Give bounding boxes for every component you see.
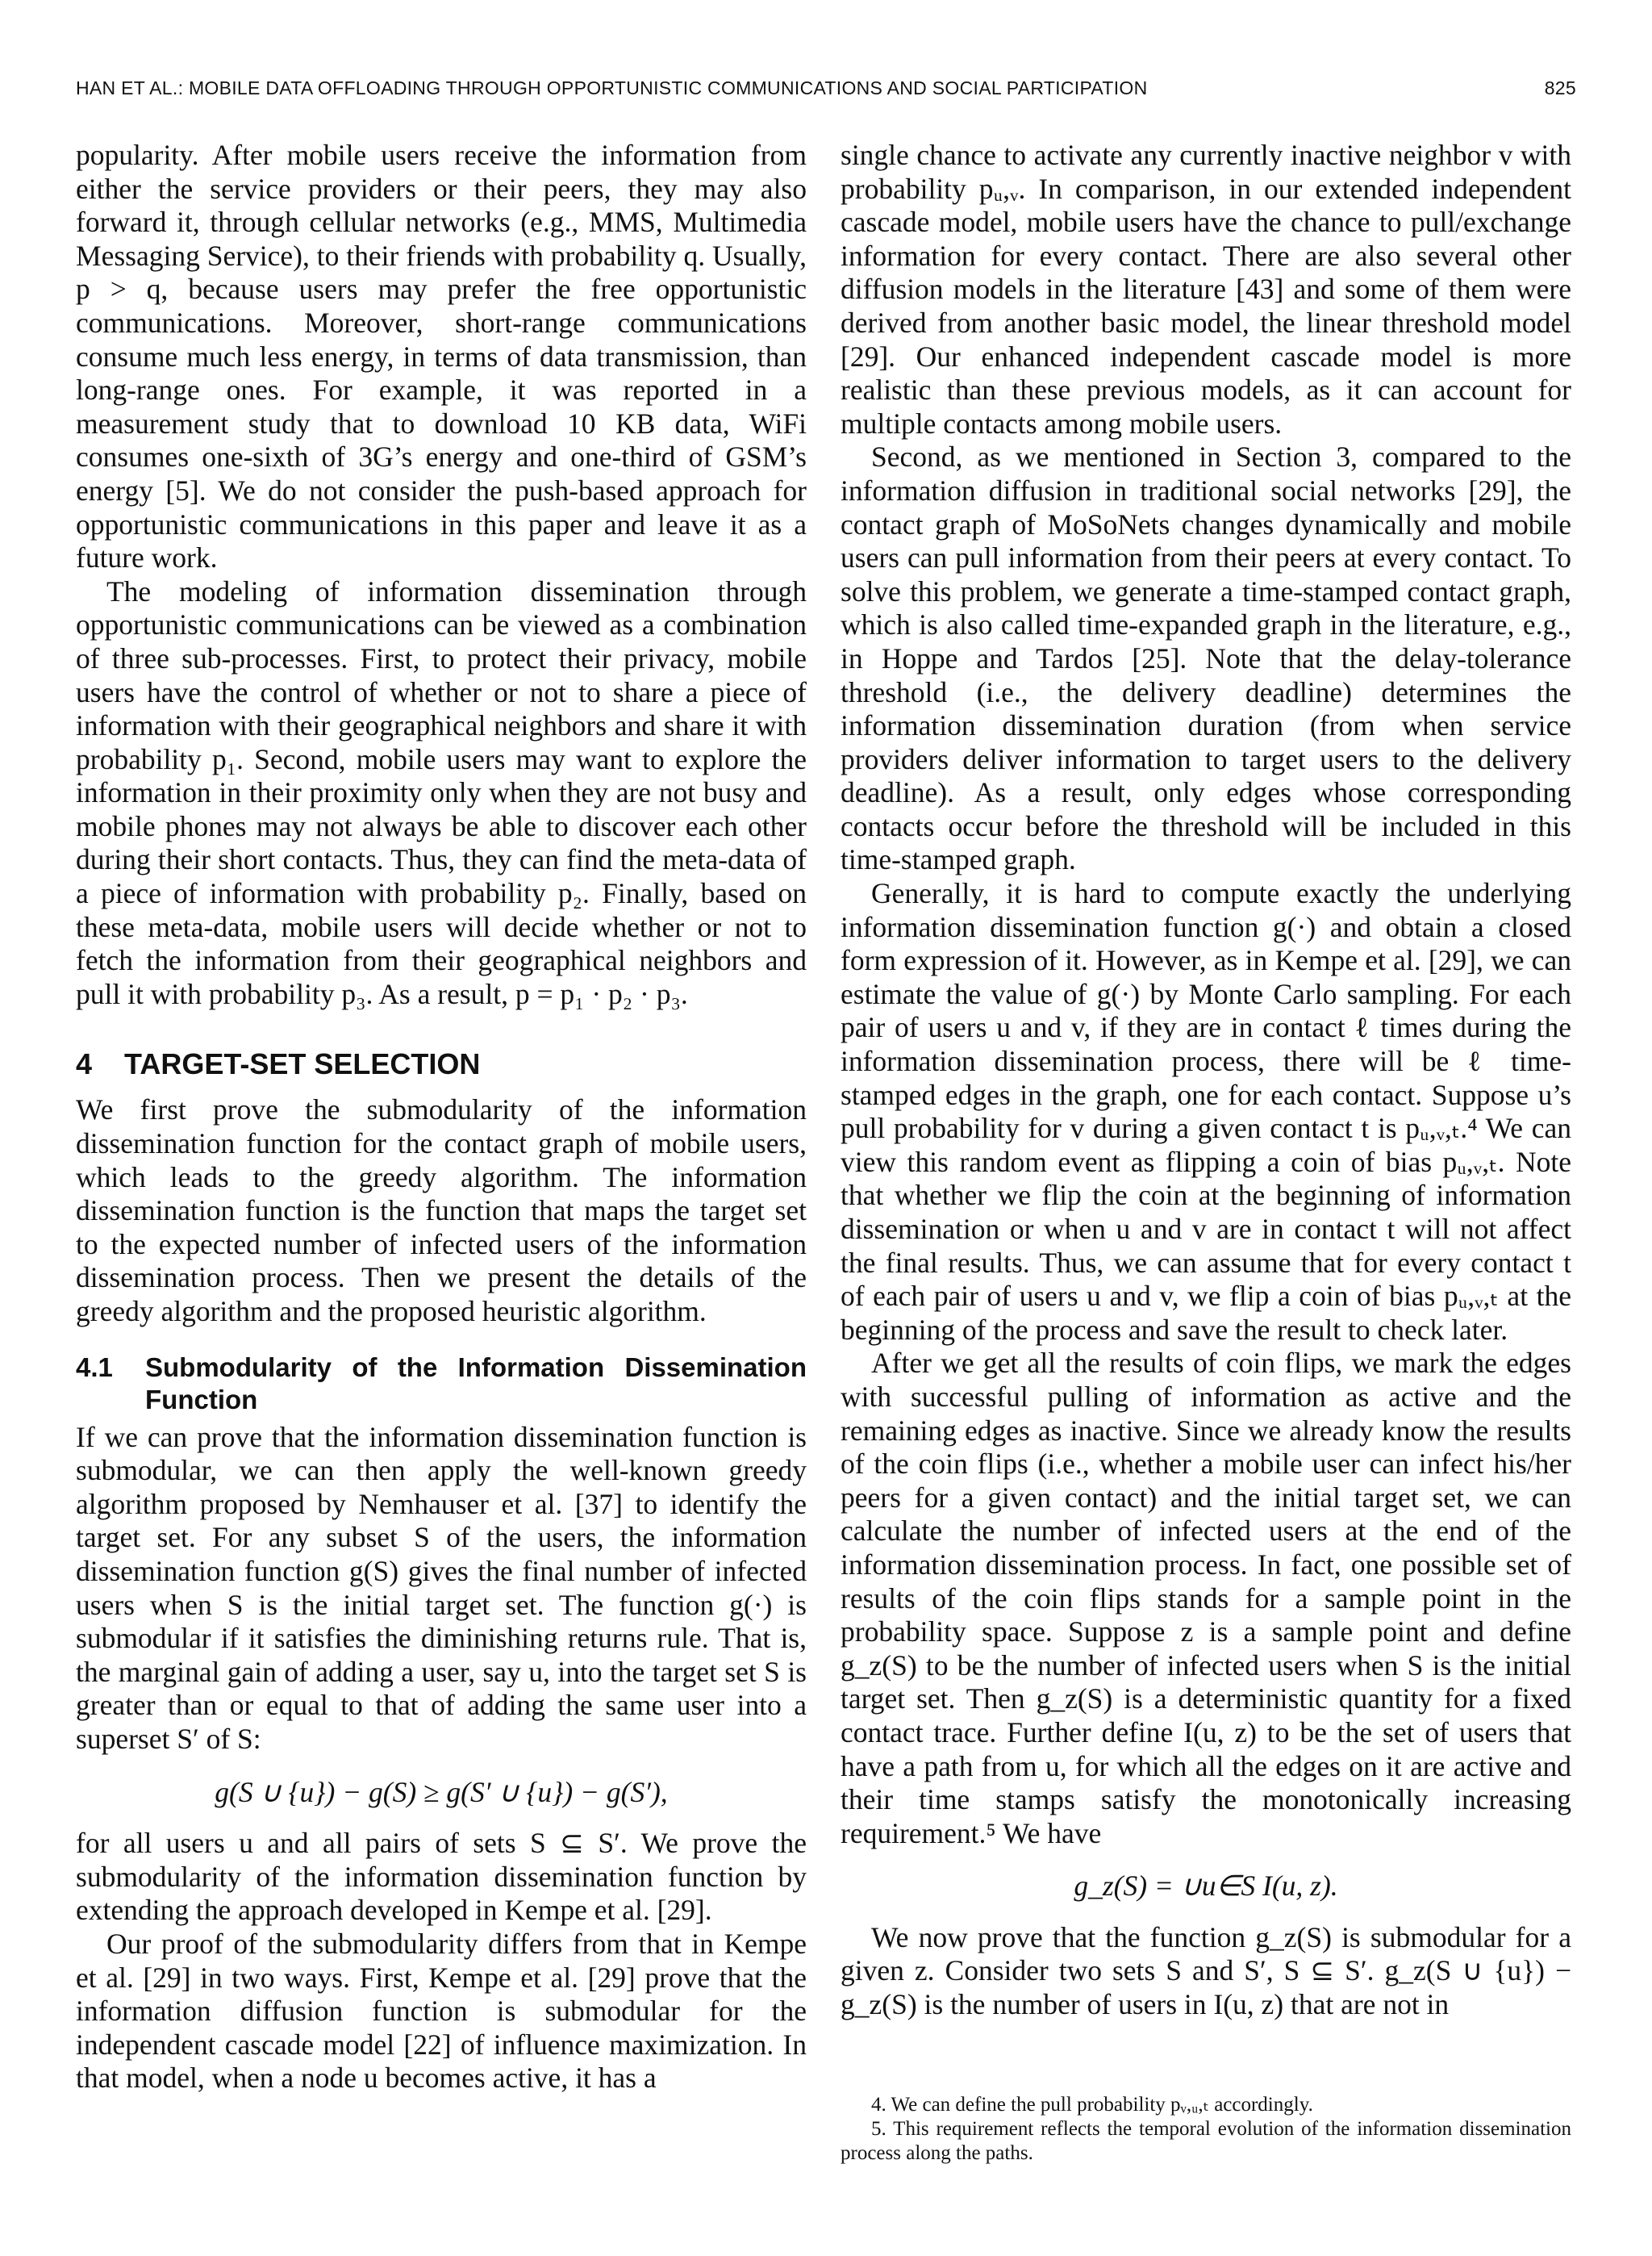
paragraph: Second, as we mentioned in Section 3, compared to the information diffusion in traditional social networks [29], the contact graph of MoSoNets changes dynamically and mobile users can pull information from their peers at every contact. To solve this problem, we generate a time-stamped contact graph, which is also called time-expanded graph in the literature, e.g., in Hoppe and Tardos [25]. Note that the delay-tolerance threshold (i.e., the delivery deadline) determines the information dissemination duration (from when service providers deliver information to target users to the delivery deadline). As a result, only edges whose corresponding contacts occur before the threshold will be included in this time-stamped graph. — [841, 441, 1571, 876]
paragraph: Generally, it is hard to compute exactly the underlying information dissemination function g(·) and obtain a closed form expression of it. However, as in Kempe et al. [29], we can estimate the value of g(·) by Monte Carlo sampling. For each pair of users u and v, if they are in contact ℓ times during the information dissemination process, there will be ℓ time-stamped edges in the graph, one for each contact. Suppose u’s pull probability for v during a given contact t is pᵤ,ᵥ,ₜ.⁴ We can view this random event as flipping a coin of bias pᵤ,ᵥ,ₜ. Note that whether we flip the coin at the beginning of information dissemination or when u and v are in contact t will not affect the final results. Thus, we can assume that for every contact t of each pair of users u and v, we flip a coin of bias pᵤ,ᵥ,ₜ at the beginning of the process and save the result to check later. — [841, 877, 1571, 1346]
paragraph: We now prove that the function g_z(S) is submodular for a given z. Consider two sets S and S′, S ⊆ S′. g_z(S ∪ {u}) − g_z(S) is the number of users in I(u, z) that are not in — [841, 1920, 1571, 2021]
paragraph: The modeling of information dissemination through opportunistic communications can be viewed as a combination of three sub-processes. First, to protect their privacy, mobile users have the control of whether or not to share a piece of information with their geographical neighbors and share it with probability p₁. Second, mobile users may want to explore the information in their proximity only when they are not busy and mobile phones may not always be able to discover each other during their short contacts. Thus, they can find the meta-data of a piece of information with probability p₂. Finally, based on these meta-data, mobile users will decide whether or not to fetch the information from their geographical neighbors and pull it with probability p₃. As a result, p = p₁ · p₂ · p₃. — [76, 574, 807, 1010]
subsection-title: Submodularity of the Information Dissemination Function — [145, 1352, 807, 1414]
equation: g_z(S) = ∪u∈S I(u, z). — [1074, 1870, 1338, 1903]
footnote: 4. We can define the pull probability pᵥ,ᵤ,ₜ accordingly. — [871, 2094, 1313, 2116]
running-header — [76, 77, 1576, 110]
subsection-heading — [76, 1352, 807, 1416]
section-title: TARGET-SET SELECTION — [124, 1047, 481, 1081]
right-column — [841, 139, 1571, 2022]
section-number: 4 — [76, 1047, 93, 1081]
paragraph: If we can prove that the information dissemination function is submodular, we can then apply the well-known greedy algorithm proposed by Nemhauser et al. [37] to identify the target set. For any subset S of the users, the information dissemination function g(S) gives the final number of infected users when S is the initial target set. The function g(·) is submodular if it satisfies the diminishing returns rule. That is, the marginal gain of adding a user, say u, into the target set S is greater than or equal to that of adding the same user into a superset S′ of S: — [76, 1420, 807, 1755]
footnote: 5. This requirement reflects the temporal evolution of the information dissemination process along the paths. — [841, 2118, 1571, 2164]
page-number: 825 — [1544, 77, 1576, 98]
section-heading — [76, 1047, 807, 1082]
footnotes — [841, 2093, 1571, 2166]
paragraph: We first prove the submodularity of the information dissemination function for the contact graph of mobile users, which leads to the greedy algorithm. The information dissemination function is the function that maps the target set to the expected number of infected users of the information dissemination process. Then we present the details of the greedy algorithm and the proposed heuristic algorithm. — [76, 1093, 807, 1327]
paragraph: After we get all the results of coin flips, we mark the edges with successful pulling of information as active and the remaining edges as inactive. Since we already know the results of the coin flips (i.e., whether a mobile user can infect his/her peers for a given contact) and the initial target set, we can calculate the number of infected users at the end of the information dissemination process. In fact, one possible set of results of the coin flips stands for a sample point in the probability space. Suppose z is a sample point and define g_z(S) to be the number of infected users when S is the initial target set. Then g_z(S) is a deterministic quantity for a fixed contact trace. Further define I(u, z) to be the set of users that have a path from u, for which all the edges on it are active and their time stamps satisfy the monotonically increasing requirement.⁵ We have — [841, 1347, 1571, 1849]
subsection-number: 4.1 — [76, 1352, 113, 1382]
running-head-title: HAN ET AL.: MOBILE DATA OFFLOADING THROUGH OPPORTUNISTIC COMMUNICATIONS AND SOCIAL PARTICIPATION — [76, 77, 1148, 98]
equation: g(S ∪ {u}) − g(S) ≥ g(S′ ∪ {u}) − g(S′), — [215, 1775, 668, 1808]
left-column — [76, 139, 807, 2095]
paragraph: Our proof of the submodularity differs from that in Kempe et al. [29] in two ways. First, Kempe et al. [29] prove that the information diffusion function is submodular for the independent cascade model [22] of influence maximization. In that model, when a node u becomes active, it has a — [76, 1927, 807, 2095]
paragraph: popularity. After mobile users receive the information from either the service providers or their peers, they may also forward it, through cellular networks (e.g., MMS, Multimedia Messaging Service), to their friends with probability q. Usually, p > q, because users may prefer the free opportunistic communications. Moreover, short-range communications consume much less energy, in terms of data transmission, than long-range ones. For example, it was reported in a measurement study that to download 10 KB data, WiFi consumes one-sixth of 3G’s energy and one-third of GSM’s energy [5]. We do not consider the push-based approach for opportunistic communications in this paper and leave it as a future work. — [76, 139, 807, 574]
paragraph: for all users u and all pairs of sets S ⊆ S′. We prove the submodularity of the information dissemination function by extending the approach developed in Kempe et al. [29]. — [76, 1827, 807, 1927]
paragraph: single chance to activate any currently inactive neighbor v with probability pᵤ,ᵥ. In comparison, in our extended independent cascade model, mobile users have the chance to pull/exchange information for every contact. There are also several other diffusion models in the literature [43] and some of them were derived from another basic model, the linear threshold model [29]. Our enhanced independent cascade model is more realistic than these previous models, as it can account for multiple contacts among mobile users. — [841, 139, 1571, 440]
